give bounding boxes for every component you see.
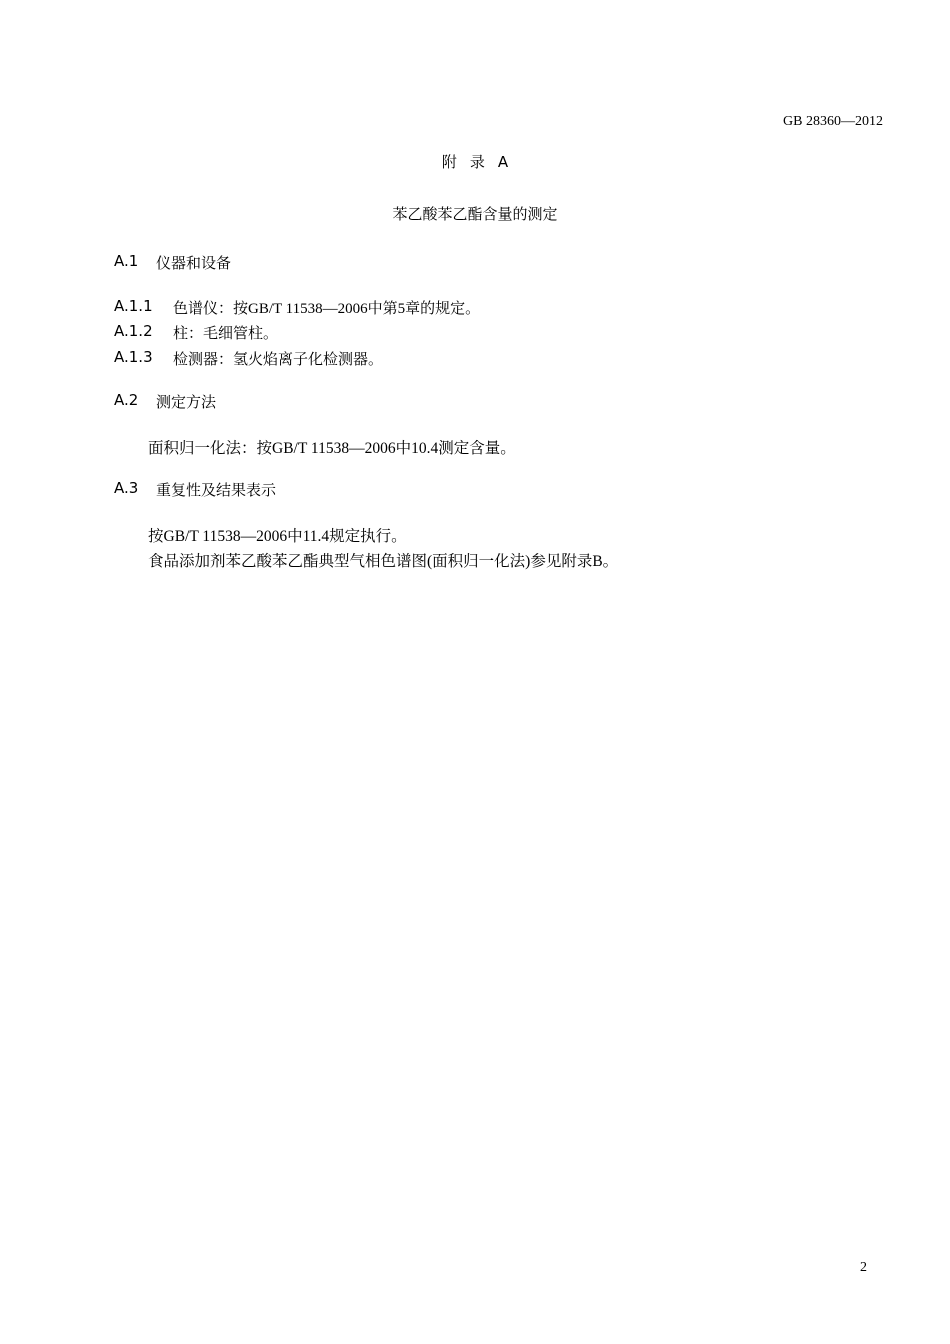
appendix-subtitle: 苯乙酸苯乙酯含量的测定 [392,205,558,223]
appendix-title: 附录A [441,153,522,171]
paragraph-a3-1: 按GB/T 11538—2006中11.4规定执行。 [148,528,407,545]
paragraph-a3-2: 食品添加剂苯乙酸苯乙酯典型气相色谱图(面积归一化法)参见附录B。 [148,553,619,570]
section-number: A.3 [114,479,139,497]
section-heading-a3 [114,479,276,500]
page-number: 2 [860,1260,867,1275]
clause-a1-1 [114,297,480,318]
standard-number: GB 28360—2012 [783,114,883,129]
clause-number: A.1.3 [114,348,153,366]
section-title: 测定方法 [156,393,217,411]
clause-number: A.1.1 [114,297,153,315]
clause-text: 检测器：氢火焰离子化检测器。 [173,352,384,368]
clause-a1-2 [114,322,278,343]
clause-text: 色谱仪：按GB/T 11538—2006中第5章的规定。 [173,301,481,317]
section-number: A.2 [114,391,139,409]
section-title: 仪器和设备 [156,254,232,272]
clause-a1-3 [114,348,383,369]
section-heading-a1 [114,252,231,273]
clause-text: 柱：毛细管柱。 [173,326,279,342]
section-number: A.1 [114,252,139,270]
paragraph-a2-1: 面积归一化法：按GB/T 11538—2006中10.4测定含量。 [148,440,516,457]
section-heading-a2 [114,391,216,412]
clause-number: A.1.2 [114,322,153,340]
section-title: 重复性及结果表示 [156,481,277,499]
